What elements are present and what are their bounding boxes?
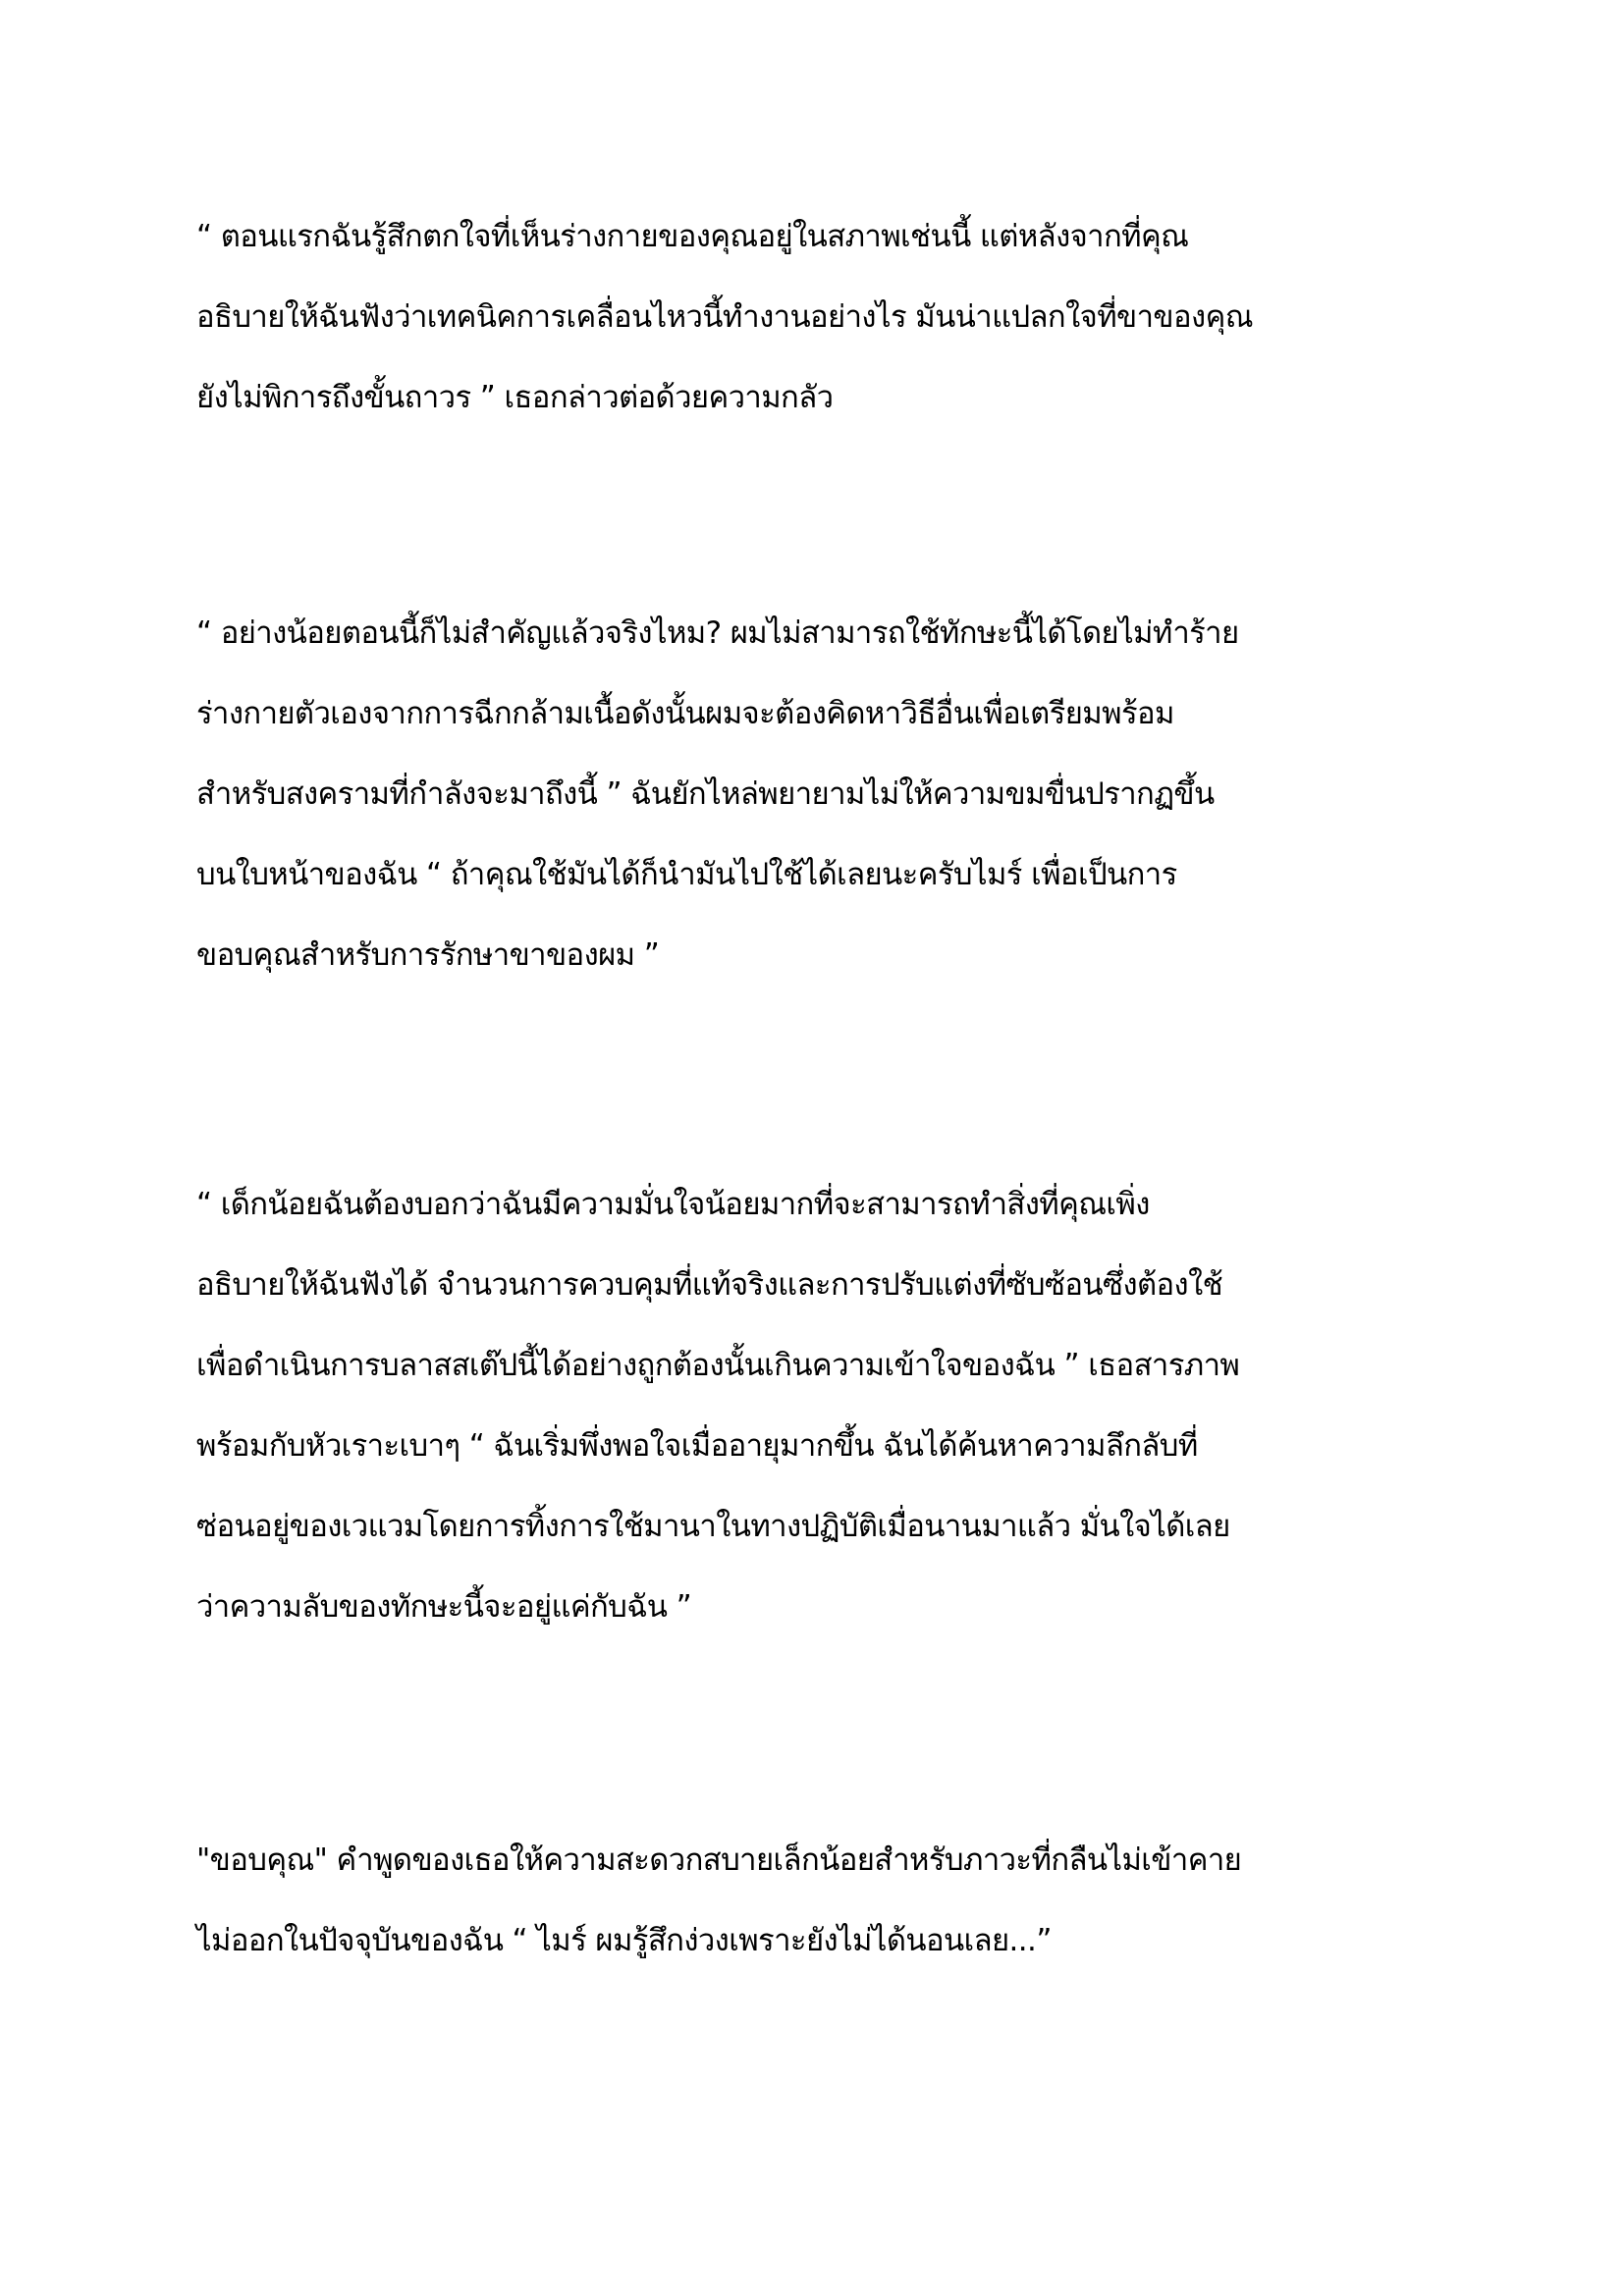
paragraph-1-line-2: อธิบายให้ฉันฟังว่าเทคนิคการเคลื่อนไหวนี้ทำงานอย่างไร มันน่าแปลกใจที่ขาของคุณ <box>196 299 1253 335</box>
paragraph-1-line-3: ยังไม่พิการถึงขั้นถาวร ” เธอกล่าวต่อด้วยความกลัว <box>196 380 834 415</box>
paragraph-3-line-5: ซ่อนอยู่ของเวแวมโดยการทิ้งการใช้มานาในทางปฏิบัติเมื่อนานมาแล้ว มั่นใจได้เลย <box>196 1509 1230 1544</box>
paragraph-4-line-2: ไม่ออกในปัจจุบันของฉัน “ ไมร์ ผมรู้สึกง่วงเพราะยังไม่ได้นอนเลย...” <box>196 1923 1052 1958</box>
paragraph-1-line-1: “ ตอนแรกฉันรู้สึกตกใจที่เห็นร่างกายของคุณอยู่ในสภาพเช่นนี้ แต่หลังจากที่คุณ <box>196 219 1189 254</box>
paragraph-4-line-1: "ขอบคุณ" คำพูดของเธอให้ความสะดวกสบายเล็กน้อยสำหรับภาวะที่กลืนไม่เข้าคาย <box>196 1842 1242 1878</box>
paragraph-2-line-4: บนใบหน้าของฉัน “ ถ้าคุณใช้มันได้ก็นำมันไปใช้ได้เลยนะครับไมร์ เพื่อเป็นการ <box>196 857 1177 892</box>
paragraph-2-line-1: “ อย่างน้อยตอนนี้ก็ไม่สำคัญแล้วจริงไหม? ผมไม่สามารถใช้ทักษะนี้ได้โดยไม่ทำร้าย <box>196 615 1239 651</box>
paragraph-2-line-2: ร่างกายตัวเองจากการฉีกกล้ามเนื้อดังนั้นผมจะต้องคิดหาวิธีอื่นเพื่อเตรียมพร้อม <box>196 696 1174 731</box>
paragraph-3-line-2: อธิบายให้ฉันฟังได้ จำนวนการควบคุมที่แท้จริงและการปรับแต่งที่ซับซ้อนซึ่งต้องใช้ <box>196 1267 1223 1303</box>
paragraph-2-line-3: สำหรับสงครามที่กำลังจะมาถึงนี้ ” ฉันยักไหล่พยายามไม่ให้ความขมขื่นปรากฏขึ้น <box>196 776 1215 812</box>
paragraph-3-line-6: ว่าความลับของทักษะนี้จะอยู่แค่กับฉัน ” <box>196 1589 692 1625</box>
paragraph-2 <box>196 593 1492 995</box>
paragraph-4 <box>196 1820 1492 1981</box>
paragraph-3-line-1: “ เด็กน้อยฉันต้องบอกว่าฉันมีความมั่นใจน้อยมากที่จะสามารถทำสิ่งที่คุณเพิ่ง <box>196 1187 1150 1222</box>
paragraph-2-line-5: ขอบคุณสำหรับการรักษาขาของผม ” <box>196 937 660 973</box>
paragraph-1 <box>196 196 1492 438</box>
paragraph-3 <box>196 1164 1492 1647</box>
paragraph-3-line-3: เพื่อดำเนินการบลาสสเต๊ปนี้ได้อย่างถูกต้องนั้นเกินความเข้าใจของฉัน ” เธอสารภาพ <box>196 1348 1240 1383</box>
paragraph-3-line-4: พร้อมกับหัวเราะเบาๆ “ ฉันเริ่มพึ่งพอใจเมื่ออายุมากขึ้น ฉันได้ค้นหาความลึกลับที่ <box>196 1428 1198 1464</box>
